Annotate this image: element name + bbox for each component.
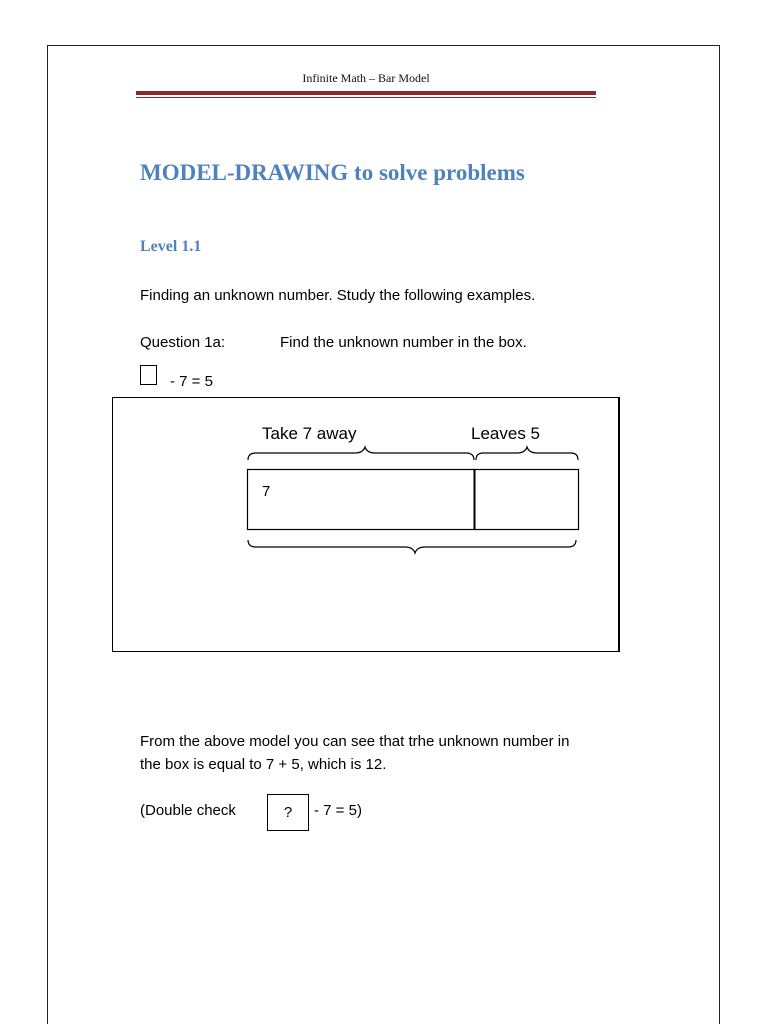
brace-total bbox=[248, 540, 576, 553]
double-check-row bbox=[140, 794, 440, 834]
question-label: Question 1a: bbox=[140, 334, 226, 351]
brace-leaves bbox=[476, 447, 578, 460]
bar-value-label: 7 bbox=[262, 483, 271, 500]
conclusion-paragraph: From the above model you can see that trhe unknown number in the box is equal to 7 + 5, which is 12. bbox=[140, 733, 570, 773]
label-take-away: Take 7 away bbox=[262, 424, 357, 443]
level-heading: Level 1.1 bbox=[140, 238, 202, 255]
question-text: Find the unknown number in the box. bbox=[280, 334, 527, 351]
brace-take-away bbox=[248, 447, 474, 460]
document-title: MODEL-DRAWING to solve problems bbox=[140, 160, 525, 185]
bar-segment-leaves bbox=[475, 470, 579, 530]
double-check-suffix: - 7 = 5) bbox=[314, 802, 362, 819]
equation-text: - 7 = 5 bbox=[170, 373, 213, 390]
double-check-box: ? bbox=[267, 794, 309, 831]
bar-segment-take bbox=[248, 470, 475, 530]
double-check-prefix: (Double check bbox=[140, 802, 236, 819]
intro-paragraph: Finding an unknown number. Study the following examples. bbox=[140, 287, 536, 304]
label-leaves: Leaves 5 bbox=[471, 424, 540, 443]
running-header: Infinite Math – Bar Model bbox=[302, 71, 430, 85]
